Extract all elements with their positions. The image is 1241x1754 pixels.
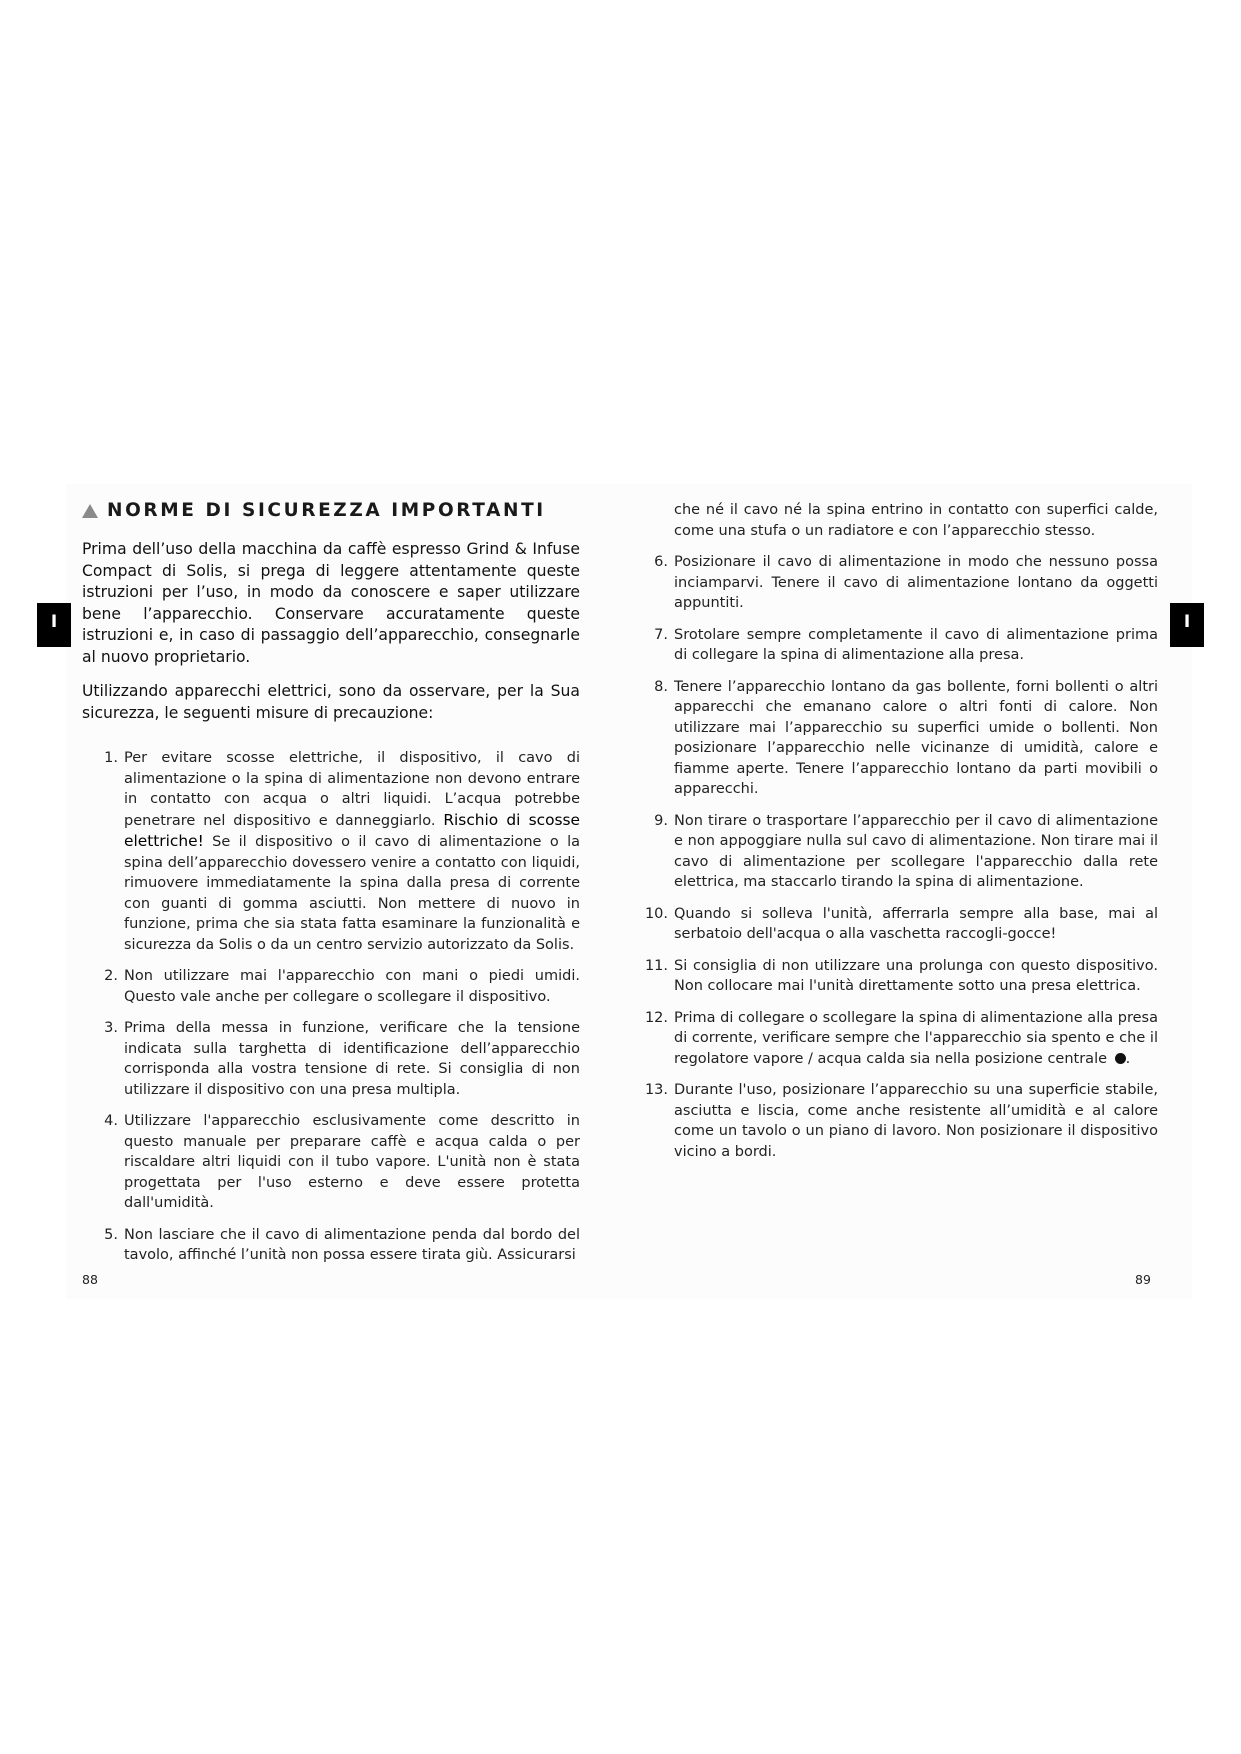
list-item-number: 11. (644, 957, 668, 974)
list-item-text: Utilizzare l'apparecchio esclusivamente come descritto in questo manuale per preparare caffè e acqua calda o per riscaldare altri liquidi con il tubo vapore. L'unità non è stata progettata per l'uso esterno e deve essere protetta dall'umidità. (124, 1113, 580, 1211)
left-page (82, 500, 580, 1277)
safety-list-right (642, 552, 1158, 1162)
list-item-number: 12. (644, 1009, 668, 1026)
list-item (642, 956, 1158, 997)
section-heading (82, 500, 580, 521)
list-item-text: Posizionare il cavo di alimentazione in modo che nessuno possa inciamparvi. Tenere il cavo di alimentazione lontano da oggetti appuntiti. (674, 554, 1158, 611)
list-item-number: 5. (104, 1226, 118, 1243)
list-item-number: 1. (104, 750, 118, 766)
list-item-text: Srotolare sempre completamente il cavo di alimentazione prima di collegare la spina di alimentazione alla presa. (674, 626, 1158, 663)
list-item-text-continued: Se il dispositivo o il cavo di alimentazione o la spina dell’apparecchio dovessero venire a contatto con liquidi, rimuovere immediatamente la spina dalla presa di corrente con guanti di gomma asciutti. Non mettere di nuovo in funzione, prima che sia stata fatta esaminare la funzionalità e sicurezza da Solis o da un centro servizio autorizzato da Solis. (124, 834, 580, 953)
page-number-right: 89 (1135, 1272, 1151, 1287)
list-item (92, 966, 580, 1007)
list-item-text: Non lasciare che il cavo di alimentazione penda dal bordo del tavolo, affinché l’unità non possa essere tirata giù. Assicurarsi (124, 1226, 580, 1263)
list-item-text: Tenere l’apparecchio lontano da gas bollente, forni bollenti o altri apparecchi che emanano calore o altri fonti di calore. Non utilizzare mai l’apparecchio su superfici umide o bollenti. Non posizionare l’apparecchio nelle vicinanze di umidità, calore e fiamme aperte. Tenere l’apparecchio lontano da parti movibili o apparecchi. (674, 678, 1158, 797)
language-tab-right: I (1170, 603, 1204, 647)
list-item-number: 6. (654, 554, 668, 570)
intro-paragraph-2: Utilizzando apparecchi elettrici, sono da osservare, per la Sua sicurezza, le seguenti misure di precauzione: (82, 682, 580, 722)
list-item-text: Prima della messa in funzione, verificare che la tensione indicata sulla targhetta di identificazione dell’apparecchio corrisponda alla vostra tensione di rete. Si consiglia di non utilizzare il dispositivo con una presa multipla. (124, 1020, 580, 1098)
list-item-text: Si consiglia di non utilizzare una prolunga con questo dispositivo. Non collocare mai l'unità direttamente sotto una presa elettrica. (674, 957, 1158, 994)
list-item-number: 7. (654, 626, 668, 643)
list-item: 12. Prima di collegare o scollegare la spina di alimentazione alla presa di corrente, verificare sempre che l'apparecchio sia spento e che il regolatore vapore / acqua calda sia nella posizione centrale . (642, 1008, 1158, 1070)
list-item-continuation: che né il cavo né la spina entrino in contatto con superfici calde, come una stufa o un radiatore e con l’apparecchio stesso. (674, 502, 1158, 539)
list-item-number: 10. (644, 905, 668, 922)
list-item-text: Quando si solleva l'unità, afferrarla sempre alla base, mai al serbatoio dell'acqua o alla vaschetta raccogli-gocce! (674, 905, 1158, 942)
right-page (644, 500, 1158, 1173)
list-item-number: 4. (104, 1113, 118, 1129)
list-item (642, 677, 1158, 800)
list-item (642, 811, 1158, 893)
list-item (642, 552, 1158, 614)
intro-paragraph: Prima dell’uso della macchina da caffè espresso Grind & Infuse Compact di Solis, si prega di leggere attentamente queste istruzioni per l’uso, in modo da conoscere e saper utilizzare bene l’apparecchio. Conservare accuratamente queste istruzioni e, in caso di passaggio dell’apparecchio, consegnarle al nuovo proprietario. (82, 540, 580, 666)
list-item-number: 2. (104, 968, 118, 984)
list-item (642, 904, 1158, 945)
filled-circle-icon (1115, 1053, 1126, 1064)
list-item-text: Prima di collegare o scollegare la spina di alimentazione alla presa di corrente, verificare sempre che l'apparecchio sia spento e che il regolatore vapore / acqua calda sia nella posizione centrale (674, 1009, 1158, 1067)
list-item-text: Non tirare o trasportare l’apparecchio per il cavo di alimentazione e non appoggiare nulla sul cavo di alimentazione. Non tirare mai il cavo di alimentazione per scollegare l'apparecchio dalla rete elettrica, ma staccarlo tirando la spina di alimentazione. (674, 812, 1158, 890)
list-item-emphasis: Rischio di scosse elettriche! (124, 810, 580, 850)
list-item (92, 1111, 580, 1214)
list-item-number: 8. (654, 678, 668, 695)
list-item-number: 3. (104, 1020, 118, 1036)
list-item (642, 625, 1158, 666)
page-number-left: 88 (82, 1272, 98, 1287)
list-item (92, 748, 580, 955)
list-item (92, 1225, 580, 1266)
warning-triangle-icon (82, 504, 98, 518)
safety-list-left (92, 748, 580, 1266)
list-item (92, 1018, 580, 1100)
section-heading-text: NORME DI SICUREZZA IMPORTANTI (107, 500, 546, 521)
language-tab-left: I (37, 603, 71, 647)
list-item-number: 9. (654, 812, 668, 829)
list-item (642, 1080, 1158, 1162)
list-item-text: Non utilizzare mai l'apparecchio con mani o piedi umidi. Questo vale anche per collegare o scollegare il dispositivo. (124, 968, 580, 1005)
list-item-text: Per evitare scosse elettriche, il dispositivo, il cavo di alimentazione o la spina di alimentazione non devono entrare in contatto con acqua o altri liquidi. L’acqua potrebbe penetrare nel dispositivo e danneggiarlo. (124, 750, 580, 829)
list-item-number: 13. (644, 1082, 668, 1098)
list-item-text: Durante l'uso, posizionare l’apparecchio su una superficie stabile, asciutta e liscia, come anche resistente all’umidità e al calore come un tavolo o un piano di lavoro. Non posizionare il dispositivo vicino a bordi. (674, 1082, 1158, 1160)
